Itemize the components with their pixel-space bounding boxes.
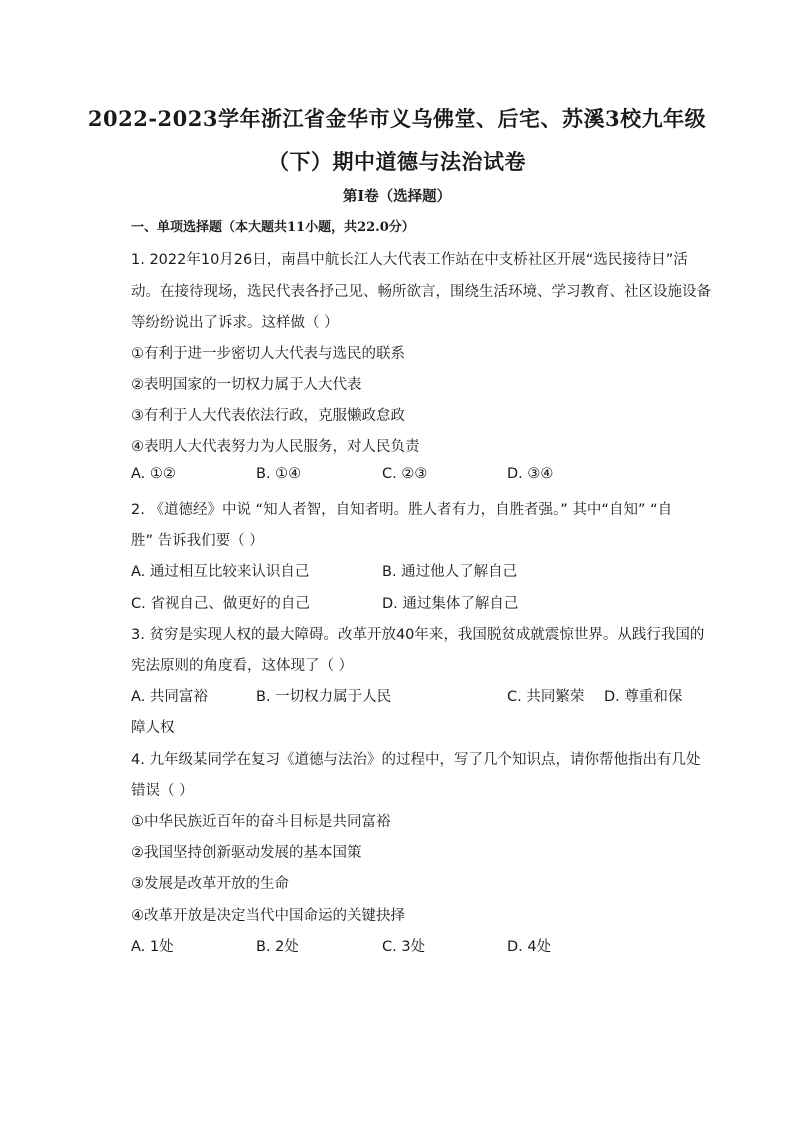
question-4-stem-line: 错误（ ） <box>131 783 194 799</box>
question-2-option-d: D. 通过集体了解自己 <box>382 596 519 612</box>
question-1-statement: ②表明国家的一切权力属于人大代表 <box>131 377 362 393</box>
question-4-statement: ④改革开放是决定当代中国命运的关键抉择 <box>131 908 405 924</box>
exam-title-line1: 2022-2023学年浙江省金华市义乌佛堂、后宅、苏溪3校九年级 <box>87 106 707 131</box>
question-1-statement: ④表明人大代表努力为人民服务，对人民负责 <box>131 439 420 455</box>
question-1-stem-line: 1. 2022年10月26日，南昌中航长江人大代表工作站在中支桥社区开展“选民接待日”活 <box>131 252 688 268</box>
question-1-statement: ①有利于进一步密切人大代表与选民的联系 <box>131 346 405 362</box>
question-3-stem-line: 3. 贫穷是实现人权的最大障碍。改革开放40年来，我国脱贫成就震惊世界。从践行我国的 <box>131 627 705 643</box>
question-4-stem-line: 4. 九年级某同学在复习《道德与法治》的过程中，写了几个知识点，请你帮他指出有几处 <box>131 752 701 768</box>
question-4-option-b: B. 2处 <box>256 939 299 955</box>
question-3-option-a: A. 共同富裕 <box>131 689 208 705</box>
question-4-statement: ①中华民族近百年的奋斗目标是共同富裕 <box>131 814 391 830</box>
question-1-stem-line: 等纷纷说出了诉求。这样做（ ） <box>131 315 339 331</box>
question-1-stem-line: 动。在接待现场，选民代表各抒己见、畅所欲言，围绕生活环境、学习教育、社区设施设备 <box>131 284 711 300</box>
question-1-option-d: D. ③④ <box>507 466 554 482</box>
question-3-stem-line: 宪法原则的角度看，这体现了（ ） <box>131 658 354 674</box>
question-2-stem-line: 2. 《道德经》中说 “知人者智，自知者明。胜人者有力，自胜者强。” 其中“自知” “自 <box>131 502 673 518</box>
section-label: 第I卷（选择题） <box>342 188 452 205</box>
question-2-option-a: A. 通过相互比较来认识自己 <box>131 564 310 580</box>
question-1-option-a: A. ①② <box>131 466 176 482</box>
question-4-option-d: D. 4处 <box>507 939 552 955</box>
question-3-option-d: D. 尊重和保 <box>604 689 683 705</box>
question-4-option-c: C. 3处 <box>382 939 426 955</box>
question-4-option-a: A. 1处 <box>131 939 174 955</box>
question-3-option-d-continuation: 障人权 <box>131 720 175 736</box>
question-4-statement: ②我国坚持创新驱动发展的基本国策 <box>131 845 362 861</box>
exam-title-line2: （下）期中道德与法治试卷 <box>268 149 526 174</box>
question-2-option-b: B. 通过他人了解自己 <box>382 564 518 580</box>
question-3-option-b: B. 一切权力属于人民 <box>256 689 392 705</box>
question-3-option-c: C. 共同繁荣 <box>507 689 585 705</box>
question-1-option-b: B. ①④ <box>256 466 302 482</box>
question-1-option-c: C. ②③ <box>382 466 428 482</box>
question-2-option-c: C. 省视自己、做更好的自己 <box>131 596 310 612</box>
part-heading: 一、单项选择题（本大题共11小题，共22.0分） <box>131 220 415 235</box>
question-2-stem-line: 胜” 告诉我们要（ ） <box>131 533 264 549</box>
question-4-statement: ③发展是改革开放的生命 <box>131 876 289 892</box>
question-1-statement: ③有利于人大代表依法行政，克服懒政怠政 <box>131 408 405 424</box>
